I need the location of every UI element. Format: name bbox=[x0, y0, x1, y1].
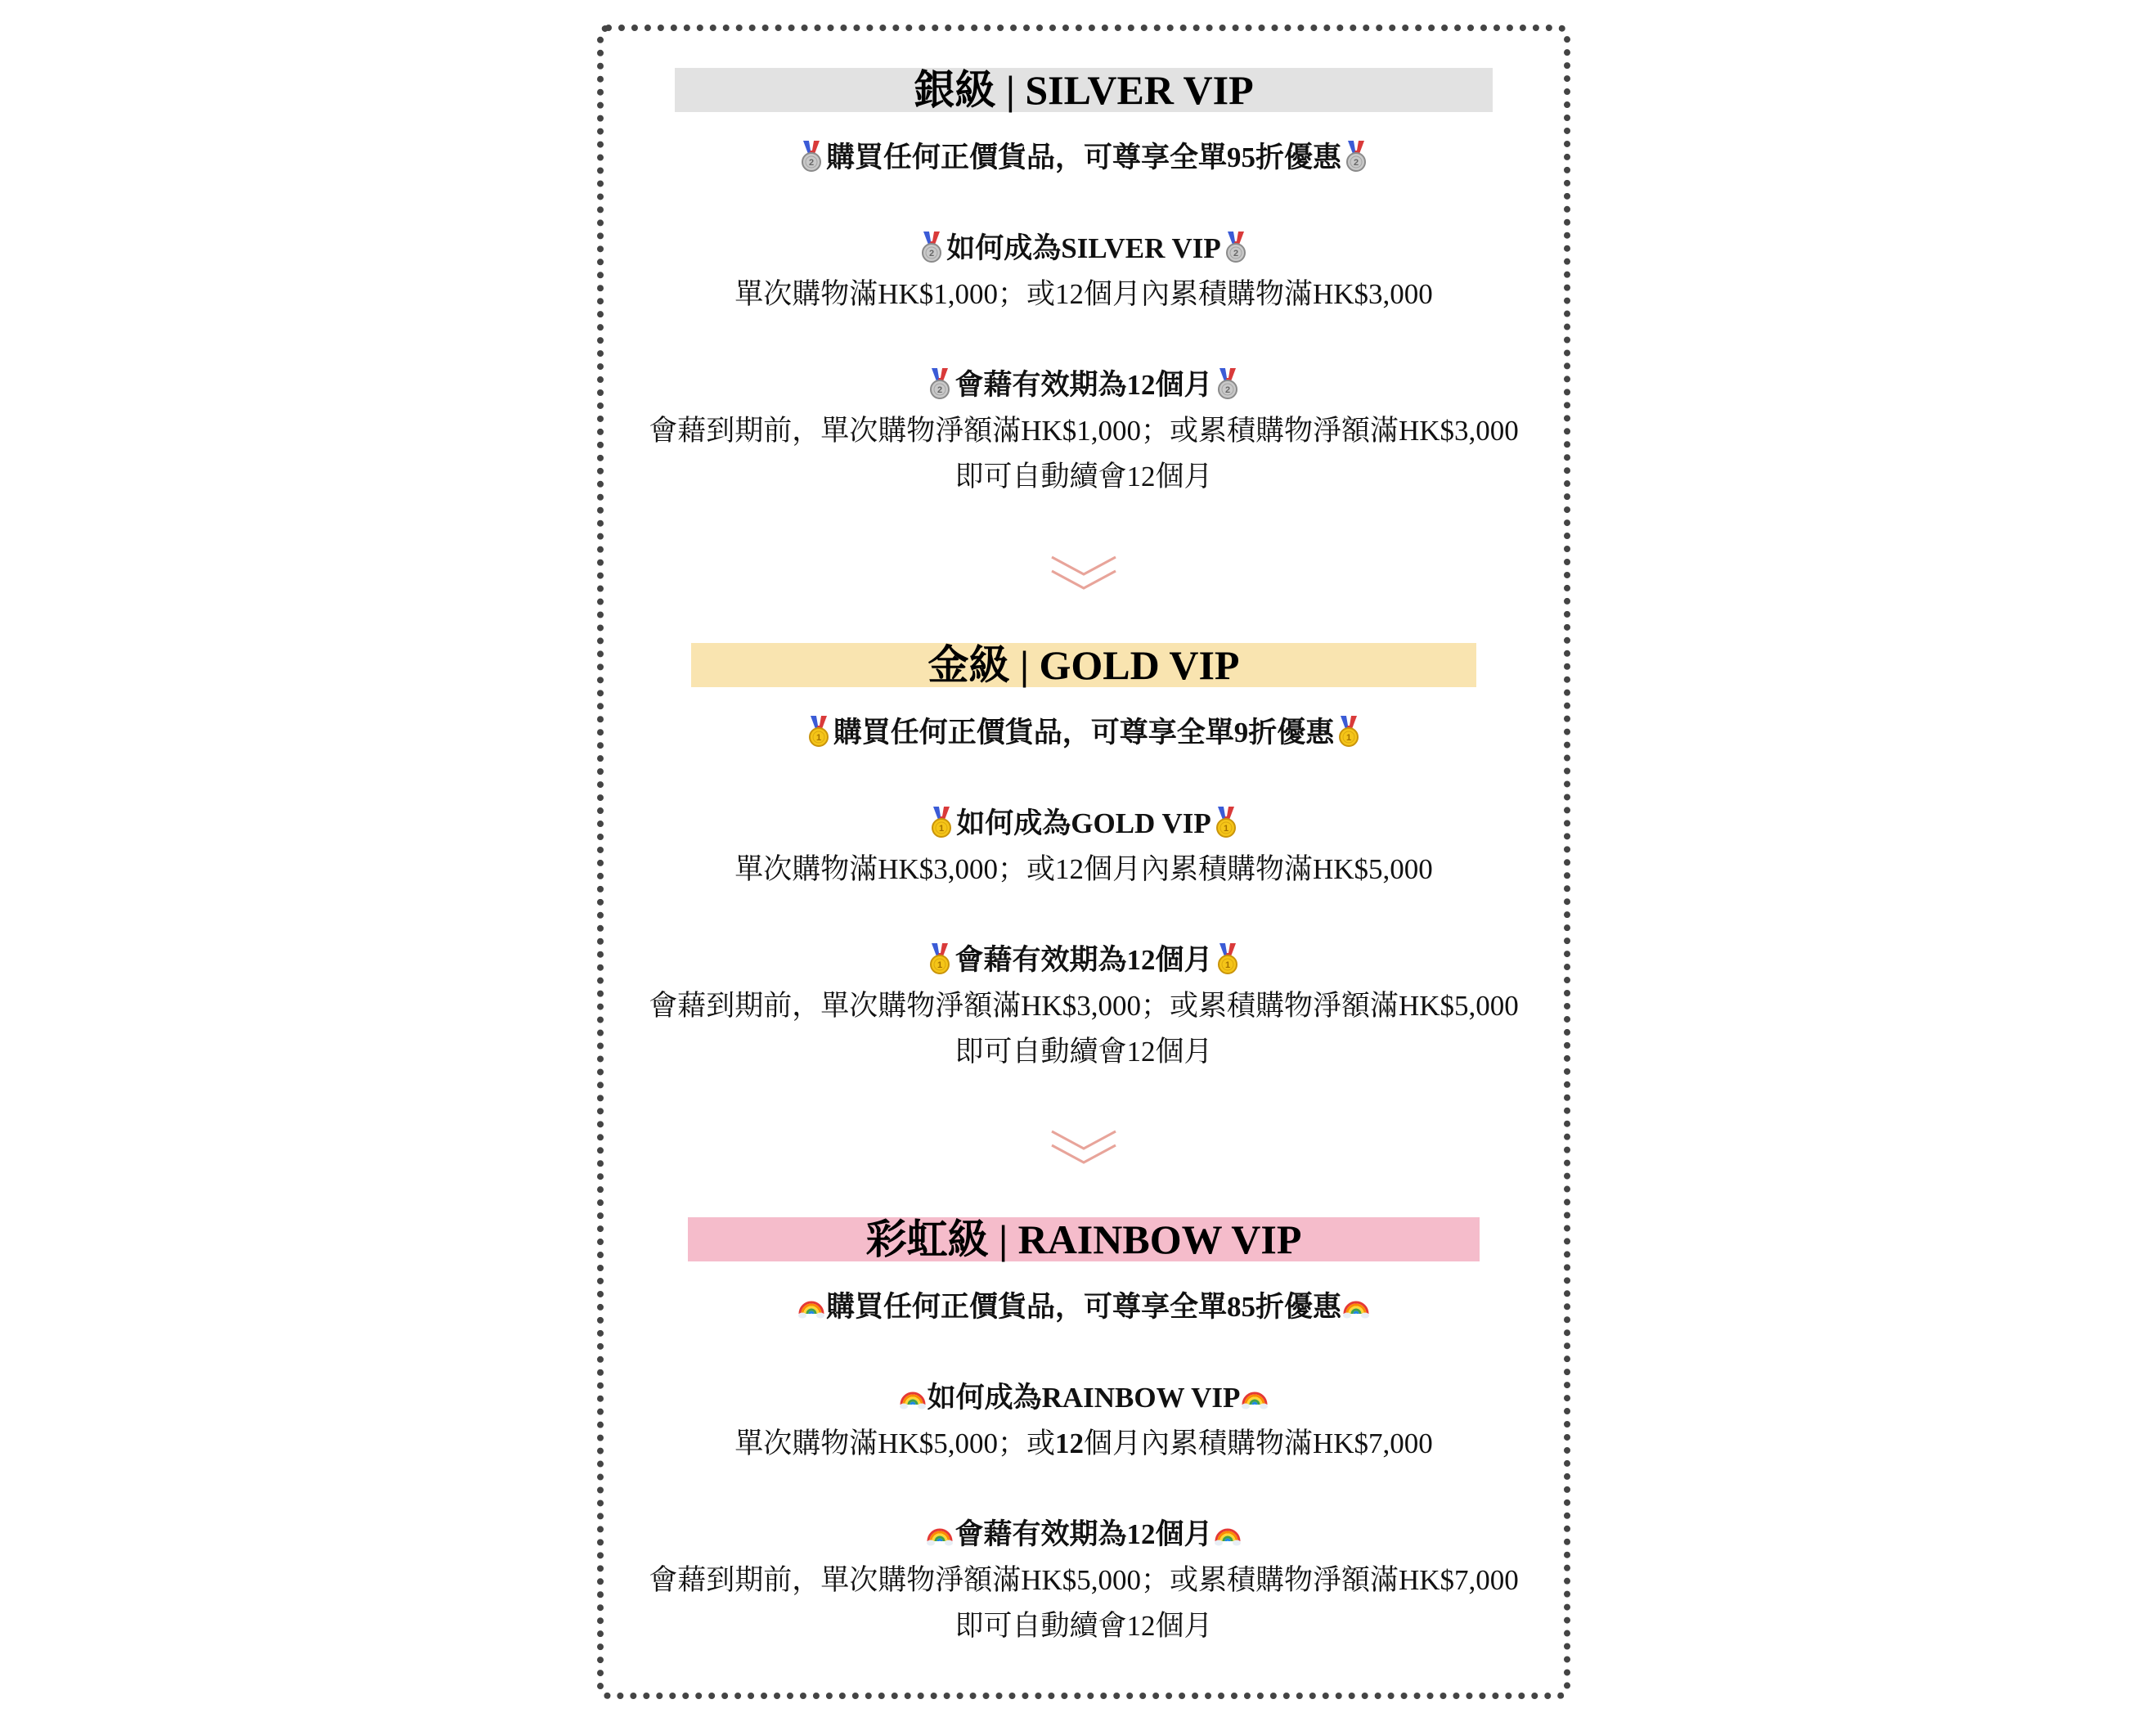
renewal-text-2: 即可自動續會12個月 bbox=[954, 1036, 1213, 1068]
renewal-text-2: 即可自動續會12個月 bbox=[954, 1610, 1213, 1642]
rainbow-icon bbox=[1242, 1380, 1268, 1413]
svg-text:1: 1 bbox=[1346, 733, 1352, 743]
svg-text:2: 2 bbox=[1353, 158, 1359, 168]
discount-line: 2 購買任何正價貨品，可尊享全單95折優惠 2 bbox=[604, 135, 1564, 181]
svg-text:1: 1 bbox=[939, 824, 945, 834]
silver-medal-icon bbox=[1223, 231, 1249, 263]
rainbow-icon bbox=[798, 1289, 824, 1322]
how-to-join-text: 單次購物滿HK$1,000；或12個月內累積購物滿HK$3,000 bbox=[734, 278, 1433, 310]
silver-medal-icon bbox=[1215, 367, 1241, 400]
svg-text:2: 2 bbox=[1233, 249, 1238, 259]
silver-medal-icon bbox=[1343, 140, 1369, 173]
svg-text:1: 1 bbox=[937, 960, 943, 970]
renewal-text-2: 即可自動續會12個月 bbox=[954, 461, 1213, 492]
tier-gold bbox=[604, 643, 1564, 1075]
validity-title: 會藉有效期為12個月 bbox=[604, 1512, 1564, 1558]
vip-tiers-card bbox=[597, 25, 1570, 1699]
double-chevron-down-icon bbox=[1049, 555, 1118, 592]
tier-silver bbox=[604, 68, 1564, 500]
gold-medal-icon bbox=[1336, 715, 1362, 748]
rainbow-icon bbox=[1215, 1517, 1241, 1549]
gold-medal-icon bbox=[928, 806, 954, 839]
svg-text:1: 1 bbox=[1223, 824, 1228, 834]
validity-title: 1 會藉有效期為12個月 1 bbox=[604, 937, 1564, 983]
silver-medal-icon bbox=[919, 231, 945, 263]
svg-text:1: 1 bbox=[1224, 960, 1230, 970]
how-to-join-text: 單次購物滿HK$3,000；或12個月內累積購物滿HK$5,000 bbox=[734, 853, 1433, 885]
gold-medal-icon bbox=[806, 715, 832, 748]
tier-heading-rainbow: 彩虹級 | RAINBOW VIP bbox=[688, 1217, 1480, 1261]
rainbow-icon bbox=[927, 1517, 953, 1549]
gold-medal-icon bbox=[1215, 942, 1241, 975]
renewal-text: 會藉到期前，單次購物淨額滿HK$3,000；或累積購物淨額滿HK$5,000 bbox=[649, 990, 1519, 1022]
svg-text:2: 2 bbox=[1224, 385, 1230, 395]
silver-medal-icon bbox=[798, 140, 824, 173]
validity-title: 2 會藉有效期為12個月 2 bbox=[604, 362, 1564, 408]
svg-text:2: 2 bbox=[929, 249, 935, 259]
how-to-join-text: 單次購物滿HK$5,000；或12個月內累積購物滿HK$7,000 bbox=[734, 1428, 1433, 1459]
gold-medal-icon bbox=[927, 942, 953, 975]
renewal-text: 會藉到期前，單次購物淨額滿HK$5,000；或累積購物淨額滿HK$7,000 bbox=[649, 1564, 1519, 1596]
how-to-join-title: 2 如何成為SILVER VIP 2 bbox=[604, 226, 1564, 272]
svg-text:2: 2 bbox=[808, 158, 815, 168]
how-to-join-title: 如何成為RAINBOW VIP bbox=[604, 1375, 1564, 1421]
svg-text:1: 1 bbox=[815, 733, 821, 743]
discount-line: 購買任何正價貨品，可尊享全單85折優惠 bbox=[604, 1284, 1564, 1330]
double-chevron-down-icon bbox=[1049, 1129, 1118, 1167]
silver-medal-icon bbox=[927, 367, 953, 400]
discount-line: 1 購買任何正價貨品，可尊享全單9折優惠 1 bbox=[604, 710, 1564, 756]
rainbow-icon bbox=[900, 1380, 926, 1413]
how-to-join-title: 1 如何成為GOLD VIP 1 bbox=[604, 801, 1564, 847]
rainbow-icon bbox=[1343, 1289, 1369, 1322]
tier-heading-silver: 銀級 | SILVER VIP bbox=[675, 68, 1493, 112]
tier-rainbow bbox=[604, 1217, 1564, 1649]
svg-text:2: 2 bbox=[937, 385, 943, 395]
gold-medal-icon bbox=[1213, 806, 1239, 839]
tier-heading-gold: 金級 | GOLD VIP bbox=[691, 643, 1476, 687]
renewal-text: 會藉到期前，單次購物淨額滿HK$1,000；或累積購物淨額滿HK$3,000 bbox=[649, 415, 1519, 447]
